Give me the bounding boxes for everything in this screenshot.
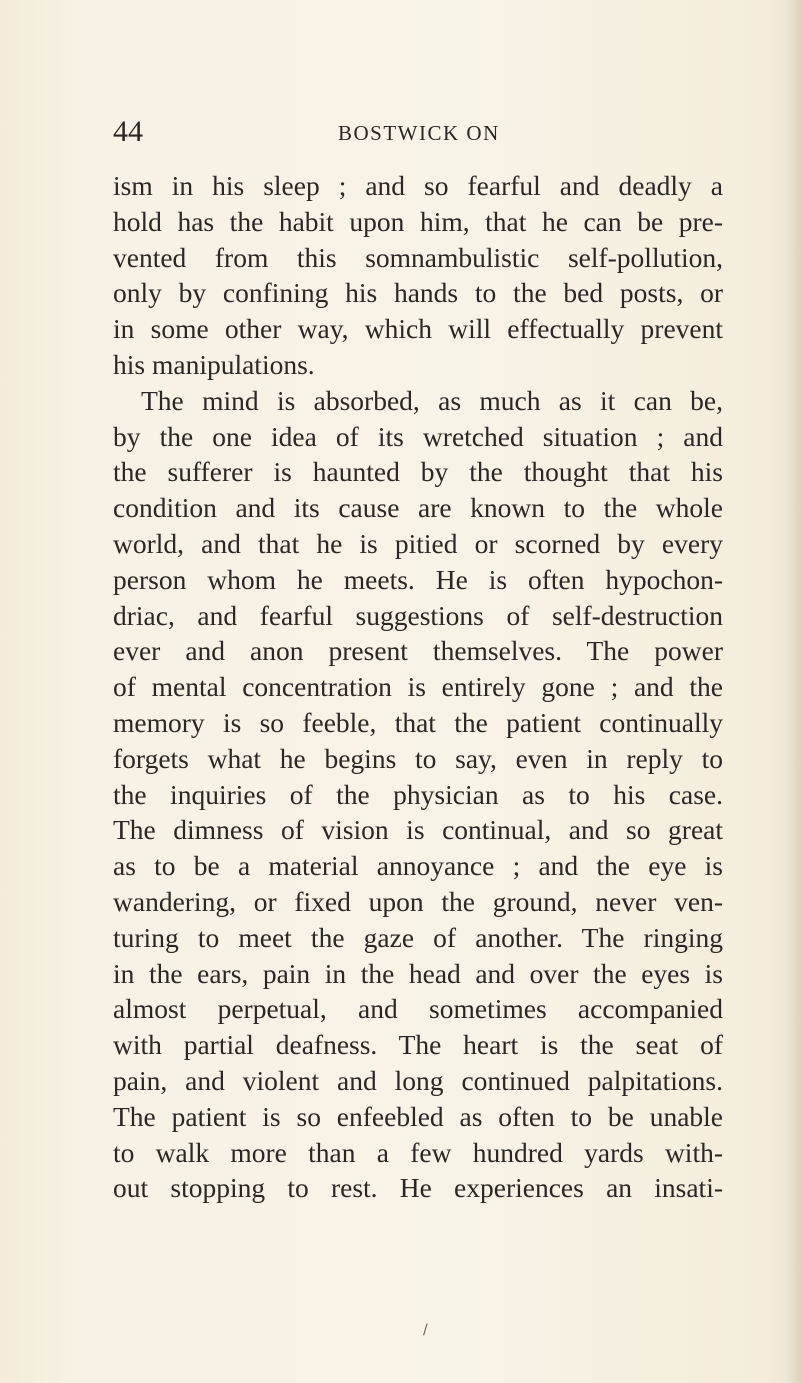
- footer-mark: /: [423, 1322, 428, 1338]
- text-line: almost perpetual, and sometimes accompanied: [113, 993, 723, 1025]
- text-line: person whom he meets. He is often hypochon-: [113, 563, 723, 595]
- text-line: pain, and violent and long continued palpitations.: [113, 1064, 723, 1096]
- text-line: turing to meet the gaze of another. The ringing: [113, 921, 723, 953]
- text-line: wandering, or fixed upon the ground, never ven-: [113, 885, 723, 917]
- text-line: only by confining his hands to the bed posts, or: [113, 277, 723, 309]
- text-line: his manipulations.: [113, 348, 315, 380]
- text-line: driac, and fearful suggestions of self-destruction: [113, 599, 723, 631]
- running-head: BOSTWICK ON: [338, 121, 500, 145]
- text-line: in some other way, which will effectually prevent: [113, 313, 723, 345]
- text-line: The patient is so enfeebled as often to be unable: [113, 1100, 723, 1132]
- text-line: ever and anon present themselves. The power: [113, 635, 723, 667]
- text-line: hold has the habit upon him, that he can be pre-: [113, 205, 723, 237]
- text-line: forgets what he begins to say, even in reply to: [113, 742, 723, 774]
- text-line: memory is so feeble, that the patient continually: [113, 706, 723, 738]
- page-header: [113, 115, 713, 149]
- text-line: as to be a material annoyance ; and the eye is: [113, 850, 723, 882]
- text-line: the inquiries of the physician as to his case.: [113, 778, 723, 810]
- text-line: the sufferer is haunted by the thought that his: [113, 456, 723, 488]
- text-line: by the one idea of its wretched situation ; and: [113, 420, 723, 452]
- text-line: The mind is absorbed, as much as it can be,: [141, 384, 723, 416]
- page-edge-shadow: [787, 0, 801, 1383]
- text-line: with partial deafness. The heart is the seat of: [113, 1029, 723, 1061]
- body-text: [113, 168, 723, 1206]
- text-line: vented from this somnambulistic self-pollution,: [113, 241, 723, 273]
- page-number: 44: [113, 115, 143, 148]
- text-line: of mental concentration is entirely gone ; and the: [113, 671, 723, 703]
- text-line: to walk more than a few hundred yards with-: [113, 1136, 723, 1168]
- text-line: The dimness of vision is continual, and so great: [113, 814, 723, 846]
- text-line: in the ears, pain in the head and over the eyes is: [113, 957, 723, 989]
- text-line: out stopping to rest. He experiences an insati-: [113, 1172, 723, 1204]
- text-line: world, and that he is pitied or scorned by every: [113, 527, 723, 559]
- text-line: ism in his sleep ; and so fearful and deadly a: [113, 170, 723, 201]
- text-line: condition and its cause are known to the whole: [113, 492, 723, 524]
